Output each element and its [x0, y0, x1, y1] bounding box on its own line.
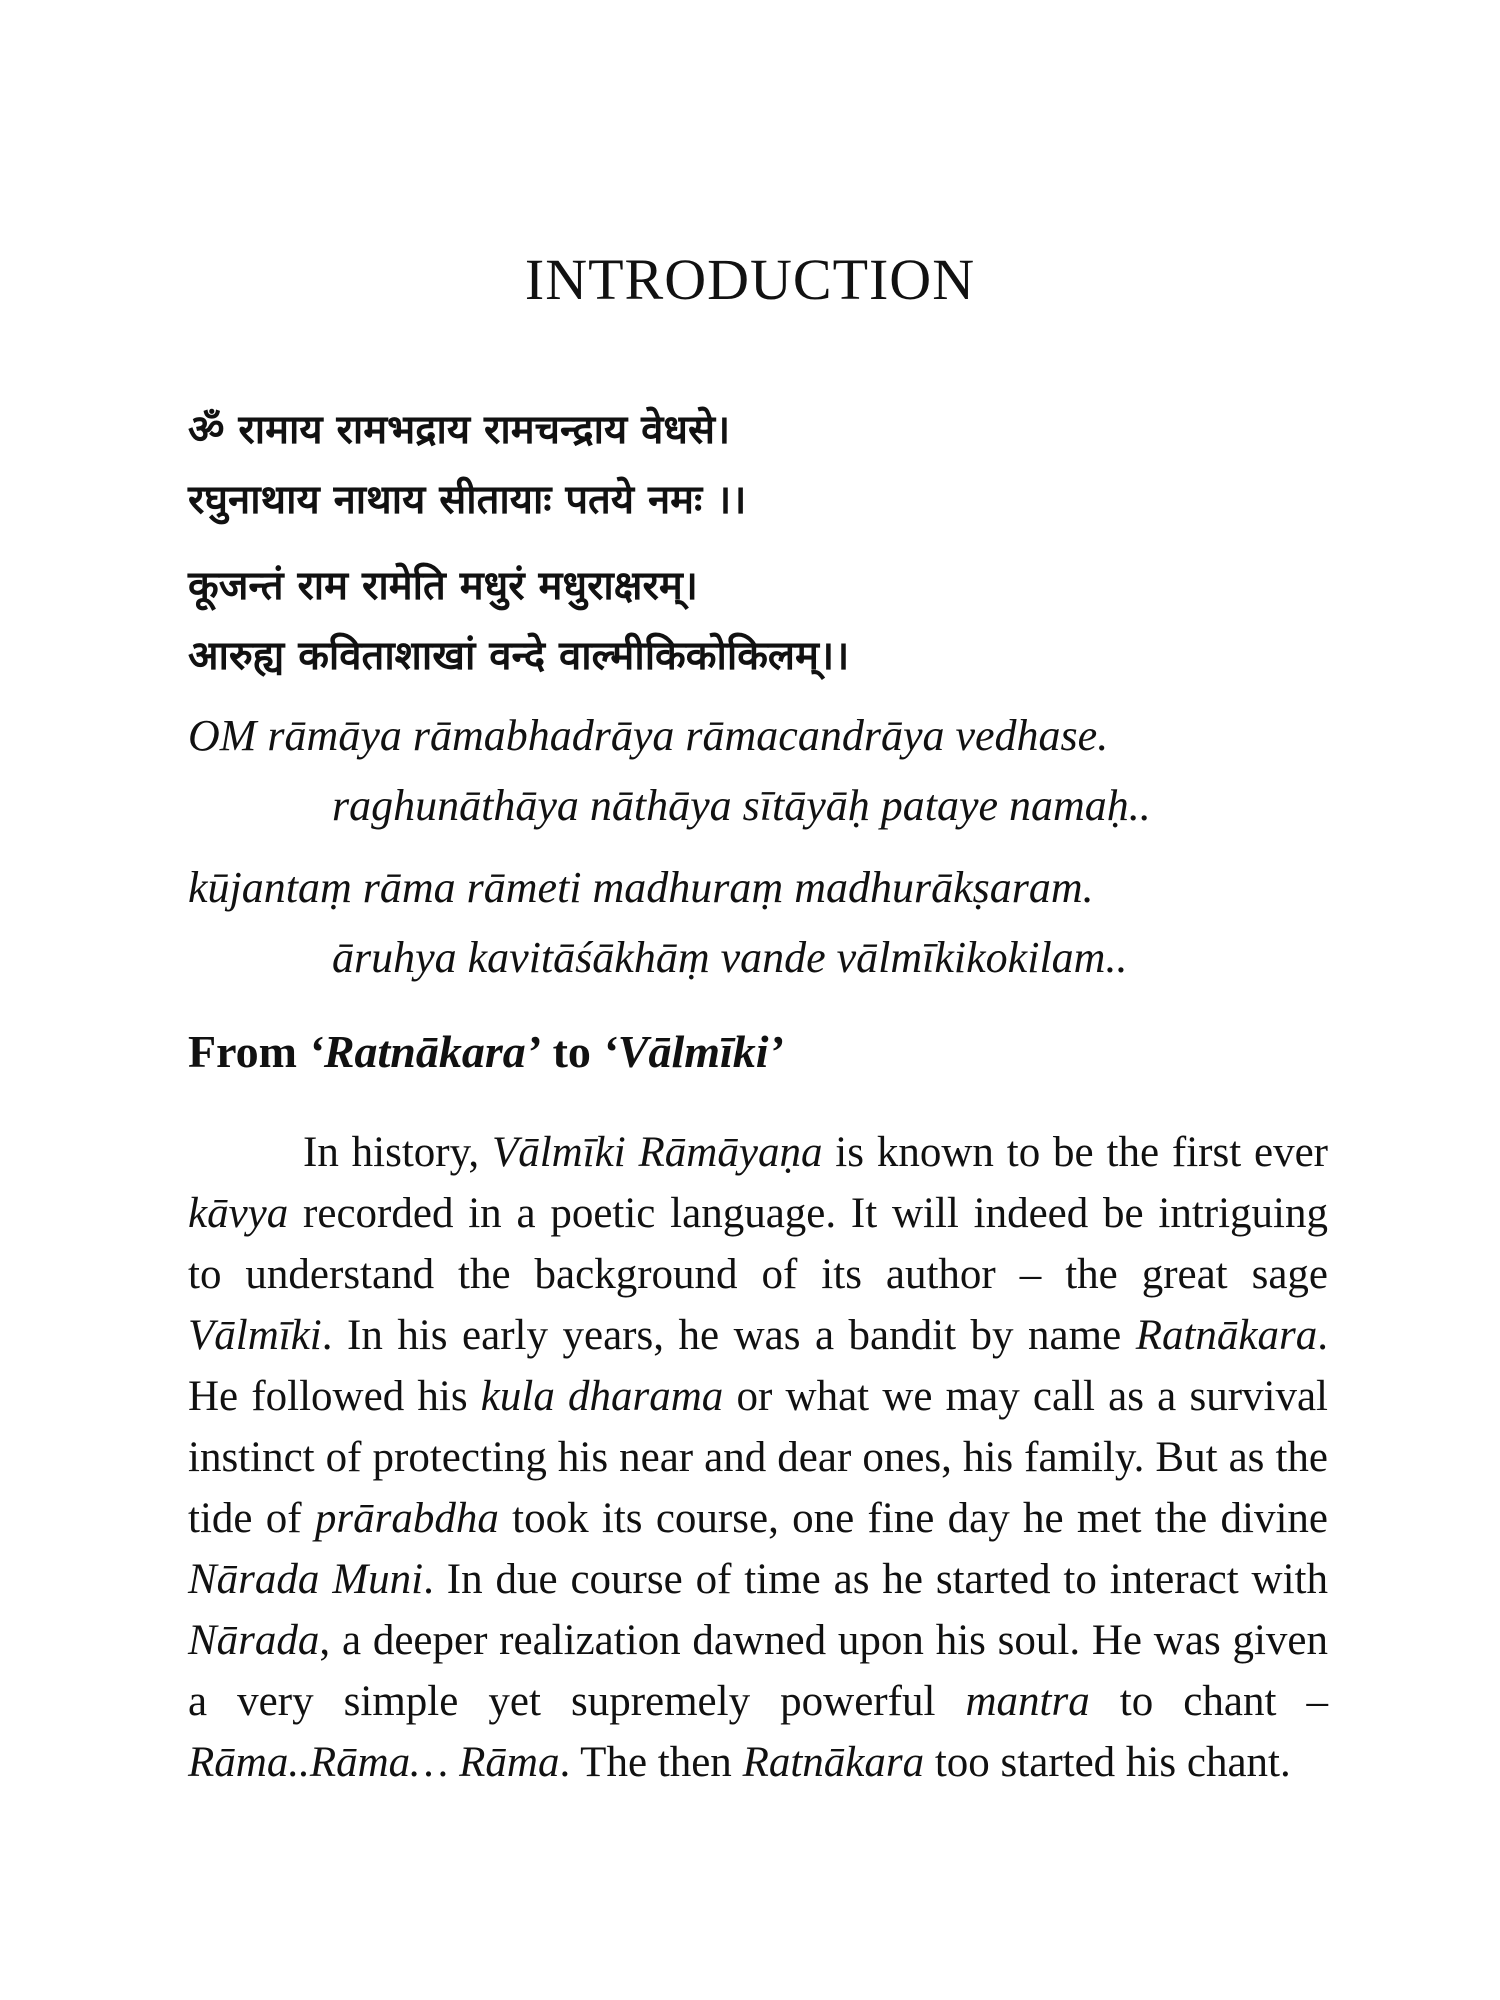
sanskrit-verse-line: रघुनाथाय नाथाय सीतायाः पतये नमः ।। [188, 477, 747, 523]
para-italic-term: mantra [965, 1678, 1090, 1725]
para-text: . In due course of time as he started to interact with [423, 1556, 1328, 1603]
heading-to-name: ‘Vālmīki’ [602, 1026, 784, 1077]
para-italic-term: kula dharama [480, 1373, 724, 1420]
para-text: to chant – [1089, 1678, 1328, 1725]
section-heading [188, 1025, 784, 1078]
heading-middle: to [541, 1026, 603, 1077]
transliteration-line: raghunāthāya nāthāya sītāyāḥ pataye namaḥ.. [332, 781, 1151, 830]
sanskrit-verse-line: ॐ रामाय रामभद्राय रामचन्द्राय वेधसे। [188, 407, 731, 453]
para-italic-term: Ratnākara [742, 1739, 925, 1786]
para-italic-term: Nārada [188, 1617, 320, 1664]
sanskrit-verse-line: कूजन्तं राम रामेति मधुरं मधुराक्षरम्। [188, 563, 698, 609]
para-text: In history, [303, 1129, 492, 1176]
transliteration-line: OM rāmāya rāmabhadrāya rāmacandrāya vedhase. [188, 711, 1109, 760]
para-italic-term: kāvya [188, 1190, 289, 1237]
transliteration-line: kūjantaṃ rāma rāmeti madhuraṃ madhurākṣaram. [188, 863, 1094, 912]
para-text: too started his chant. [924, 1739, 1291, 1786]
para-text: or what we may call as a survival instinct of protecting his near and dear ones, his family. But as the tide of [188, 1373, 1329, 1542]
para-text: took its course, one fine day he met the divine [498, 1495, 1328, 1542]
sanskrit-verse-line: आरुह्य कविताशाखां वन्दे वाल्मीकिकोकिलम्।। [188, 633, 850, 679]
page-title: INTRODUCTION [524, 247, 976, 312]
para-text: . The then [559, 1739, 743, 1786]
transliteration-line: āruhya kavitāśākhāṃ vande vālmīkikokilam.. [332, 933, 1128, 982]
para-italic-term: prārabdha [314, 1495, 499, 1542]
para-text: recorded in a poetic language. It will indeed be intriguing to understand the background of its author – the great sage [188, 1190, 1328, 1298]
heading-prefix: From [188, 1026, 309, 1077]
para-italic-term: Ratnākara [1135, 1312, 1318, 1359]
para-text: . He followed his [188, 1312, 1328, 1420]
para-italic-term: Vālmīki [188, 1312, 322, 1359]
para-text: , a deeper realization dawned upon his soul. He was given a very simple yet supremely powerful [188, 1617, 1328, 1725]
heading-from-name: ‘Ratnākara’ [308, 1026, 542, 1077]
para-text: is known to be the first ever [822, 1129, 1328, 1176]
para-italic-term: Vālmīki Rāmāyaṇa [491, 1129, 823, 1176]
para-italic-term: Nārada Muni [188, 1556, 424, 1603]
para-text: . In his early years, he was a bandit by name [321, 1312, 1136, 1359]
body-paragraph [188, 1122, 1328, 1793]
para-italic-term: Rāma..Rāma… Rāma [188, 1739, 560, 1786]
